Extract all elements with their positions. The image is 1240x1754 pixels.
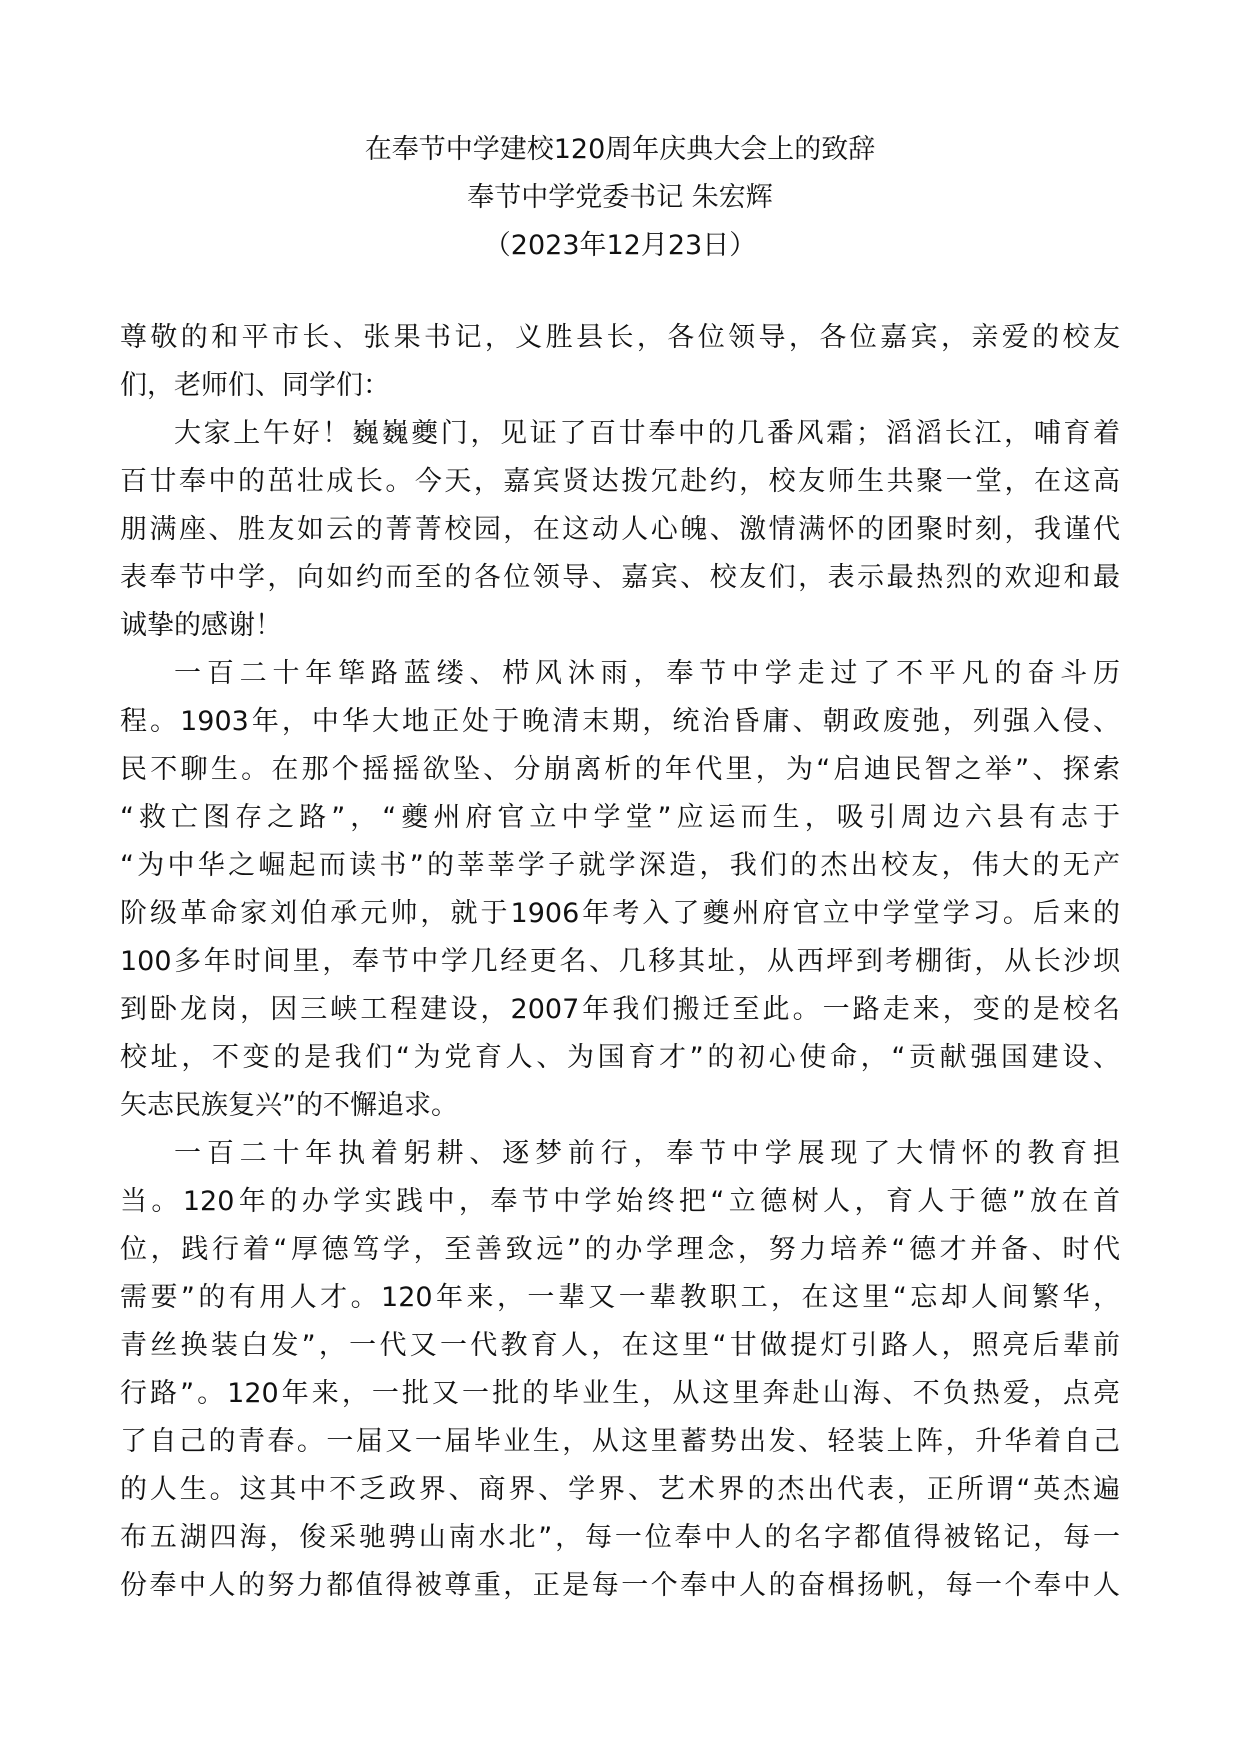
paragraph-line: 了自己的青春。一届又一届毕业生，从这里蓄势出发、轻装上阵，升华着自己 [120, 1426, 1120, 1457]
paragraph-line: 当。120年的办学实践中，奉节中学始终把“立德树人，育人于德”放在首 [120, 1186, 1120, 1217]
body-paragraph-2 [120, 650, 1130, 1130]
paragraph-line: 朋满座、胜友如云的菁菁校园，在这动人心魄、激情满怀的团聚时刻，我谨代 [120, 514, 1120, 545]
paragraph-line: 一百二十年执着躬耕、逐梦前行，奉节中学展现了大情怀的教育担 [174, 1138, 1120, 1169]
greeting-paragraph [120, 314, 1130, 410]
paragraph-line: 一百二十年筚路蓝缕、栉风沐雨，奉节中学走过了不平凡的奋斗历 [174, 658, 1120, 689]
paragraph-line: 青丝换装白发”，一代又一代教育人，在这里“甘做提灯引路人，照亮后辈前 [120, 1330, 1120, 1361]
body-paragraph-3 [120, 1130, 1130, 1610]
paragraph-line: “为中华之崛起而读书”的莘莘学子就学深造，我们的杰出校友，伟大的无产 [120, 850, 1120, 881]
paragraph-line: 布五湖四海，俊采驰骋山南水北”，每一位奉中人的名字都值得被铭记，每一 [120, 1522, 1120, 1553]
paragraph-line: 份奉中人的努力都值得被尊重，正是每一个奉中人的奋楫扬帆，每一个奉中人 [120, 1570, 1120, 1601]
paragraph-line: 矢志民族复兴”的不懈追求。 [120, 1090, 458, 1121]
speech-date: （2023年12月23日） [483, 230, 757, 261]
greeting-line: 尊敬的和平市长、张果书记，义胜县长，各位领导，各位嘉宾，亲爱的校友 [120, 322, 1120, 353]
paragraph-line: 阶级革命家刘伯承元帅，就于1906年考入了夔州府官立中学堂学习。后来的 [120, 898, 1120, 929]
paragraph-line: 位，践行着“厚德笃学，至善致远”的办学理念，努力培养“德才并备、时代 [120, 1234, 1120, 1265]
document-body [120, 314, 1130, 1610]
speaker-line: 奉节中学党委书记 朱宏辉 [467, 182, 773, 213]
paragraph-line: 诚挚的感谢！ [120, 610, 282, 641]
paragraph-line: 到卧龙岗，因三峡工程建设，2007年我们搬迁至此。一路走来，变的是校名 [120, 994, 1120, 1025]
paragraph-line: 民不聊生。在那个摇摇欲坠、分崩离析的年代里，为“启迪民智之举”、探索 [120, 754, 1120, 785]
paragraph-line: 表奉节中学，向如约而至的各位领导、嘉宾、校友们，表示最热烈的欢迎和最 [120, 562, 1120, 593]
paragraph-line: 校址，不变的是我们“为党育人、为国育才”的初心使命，“贡献强国建设、 [120, 1042, 1120, 1073]
paragraph-line: 程。1903年，中华大地正处于晚清末期，统治昏庸、朝政废弛，列强入侵、 [120, 706, 1120, 737]
paragraph-line: 大家上午好！巍巍夔门，见证了百廿奉中的几番风霜；滔滔长江，哺育着 [174, 418, 1120, 449]
document-title: 在奉节中学建校120周年庆典大会上的致辞 [364, 134, 876, 165]
document-header [0, 126, 1240, 270]
greeting-line: 们，老师们、同学们： [120, 370, 390, 401]
body-paragraph-1 [120, 410, 1130, 650]
paragraph-line: 行路”。120年来，一批又一批的毕业生，从这里奔赴山海、不负热爱，点亮 [120, 1378, 1120, 1409]
paragraph-line: 百廿奉中的茁壮成长。今天，嘉宾贤达拨冗赴约，校友师生共聚一堂，在这高 [120, 466, 1120, 497]
paragraph-line: 的人生。这其中不乏政界、商界、学界、艺术界的杰出代表，正所谓“英杰遍 [120, 1474, 1120, 1505]
paragraph-line: 100多年时间里，奉节中学几经更名、几移其址，从西坪到考棚街，从长沙坝 [120, 946, 1120, 977]
paragraph-line: “救亡图存之路”，“夔州府官立中学堂”应运而生，吸引周边六县有志于 [120, 802, 1120, 833]
paragraph-line: 需要”的有用人才。120年来，一辈又一辈教职工，在这里“忘却人间繁华， [120, 1282, 1120, 1313]
